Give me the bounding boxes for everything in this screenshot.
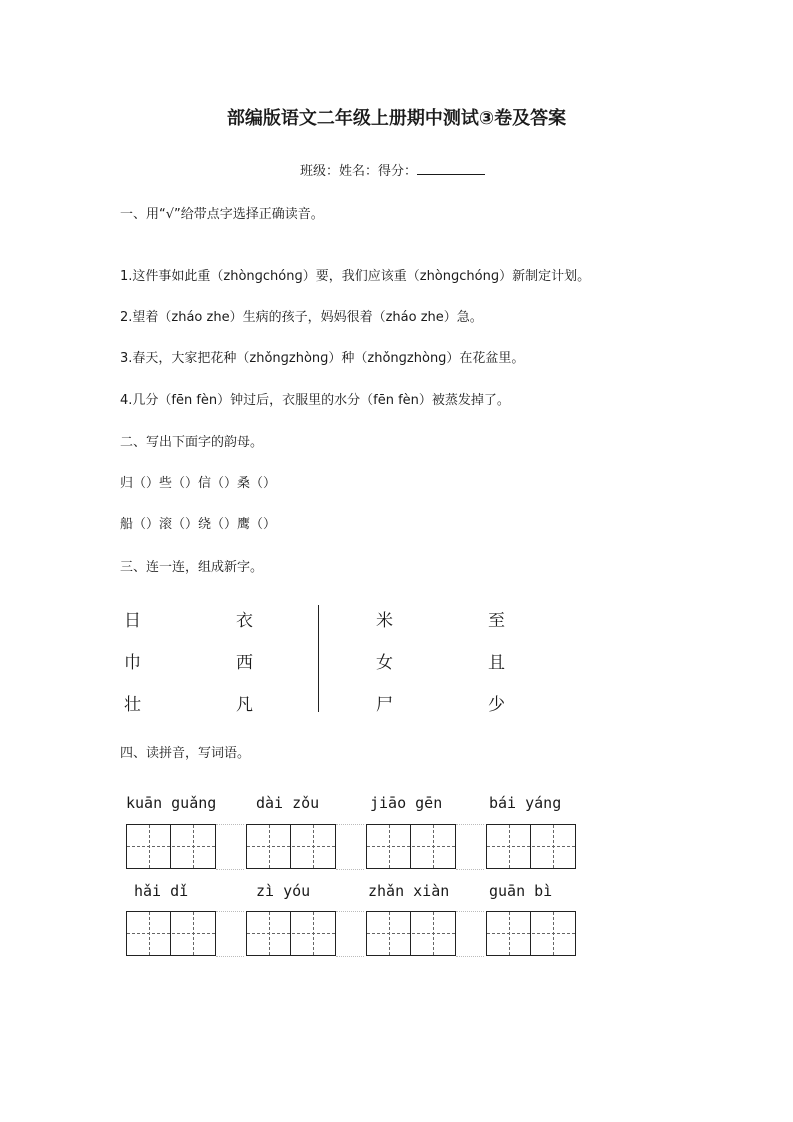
match-char: 巾	[124, 653, 141, 673]
pinyin-label: kuān guǎng	[126, 794, 217, 812]
section2-heading: 二、写出下面字的韵母。	[120, 435, 264, 450]
pinyin-label: hǎi dǐ	[134, 882, 189, 900]
match-divider	[318, 605, 319, 712]
match-char: 凡	[236, 695, 253, 715]
match-char: 衣	[236, 611, 253, 631]
match-char: 日	[124, 611, 141, 631]
section2-row-1: 归（）些（）信（）桑（）	[120, 476, 277, 491]
student-info-line	[300, 160, 485, 179]
pinyin-label: zì yóu	[256, 882, 311, 900]
score-blank[interactable]	[417, 162, 485, 175]
match-char: 壮	[124, 695, 141, 715]
match-char: 西	[236, 653, 253, 673]
pinyin-label: bái yáng	[489, 794, 562, 812]
pinyin-label: dài zǒu	[256, 794, 320, 812]
pinyin-label: guān bì	[489, 882, 553, 900]
match-char: 米	[376, 611, 393, 631]
section1-item-4: 4.几分（fēn fèn）钟过后，衣服里的水分（fēn fèn）被蒸发掉了。	[120, 393, 510, 408]
section2-row-2: 船（）滚（）绕（）鹰（）	[120, 517, 277, 532]
pinyin-label: jiāo gēn	[370, 794, 443, 812]
section1-item-2: 2.望着（zháo zhe）生病的孩子，妈妈很着（zháo zhe）急。	[120, 310, 483, 325]
section4-heading: 四、读拼音，写词语。	[120, 746, 251, 761]
student-info-label: 班级：姓名：得分：	[300, 164, 418, 179]
writing-grid[interactable]	[246, 824, 336, 869]
writing-grid[interactable]	[486, 824, 576, 869]
section1-heading: 一、用“√”给带点字选择正确读音。	[120, 207, 324, 222]
match-char: 且	[488, 653, 505, 673]
page-title: 部编版语文二年级上册期中测试③卷及答案	[226, 108, 567, 129]
writing-grid[interactable]	[126, 824, 216, 869]
writing-grid[interactable]	[126, 911, 216, 956]
writing-grid[interactable]	[486, 911, 576, 956]
section3-heading: 三、连一连，组成新字。	[120, 560, 264, 575]
section1-item-1: 1.这件事如此重（zhònɡchónɡ）要，我们应该重（zhònɡchónɡ）新制定计划。	[120, 269, 591, 284]
match-char: 至	[488, 611, 505, 631]
writing-grid[interactable]	[366, 911, 456, 956]
match-char: 少	[488, 695, 505, 715]
writing-grid[interactable]	[366, 824, 456, 869]
match-char: 女	[376, 653, 393, 673]
match-char: 尸	[376, 695, 393, 715]
pinyin-label: zhǎn xiàn	[368, 882, 450, 900]
section1-item-3: 3.春天，大家把花种（zhǒnɡzhònɡ）种（zhǒnɡzhònɡ）在花盆里。	[120, 351, 525, 366]
writing-grid[interactable]	[246, 911, 336, 956]
